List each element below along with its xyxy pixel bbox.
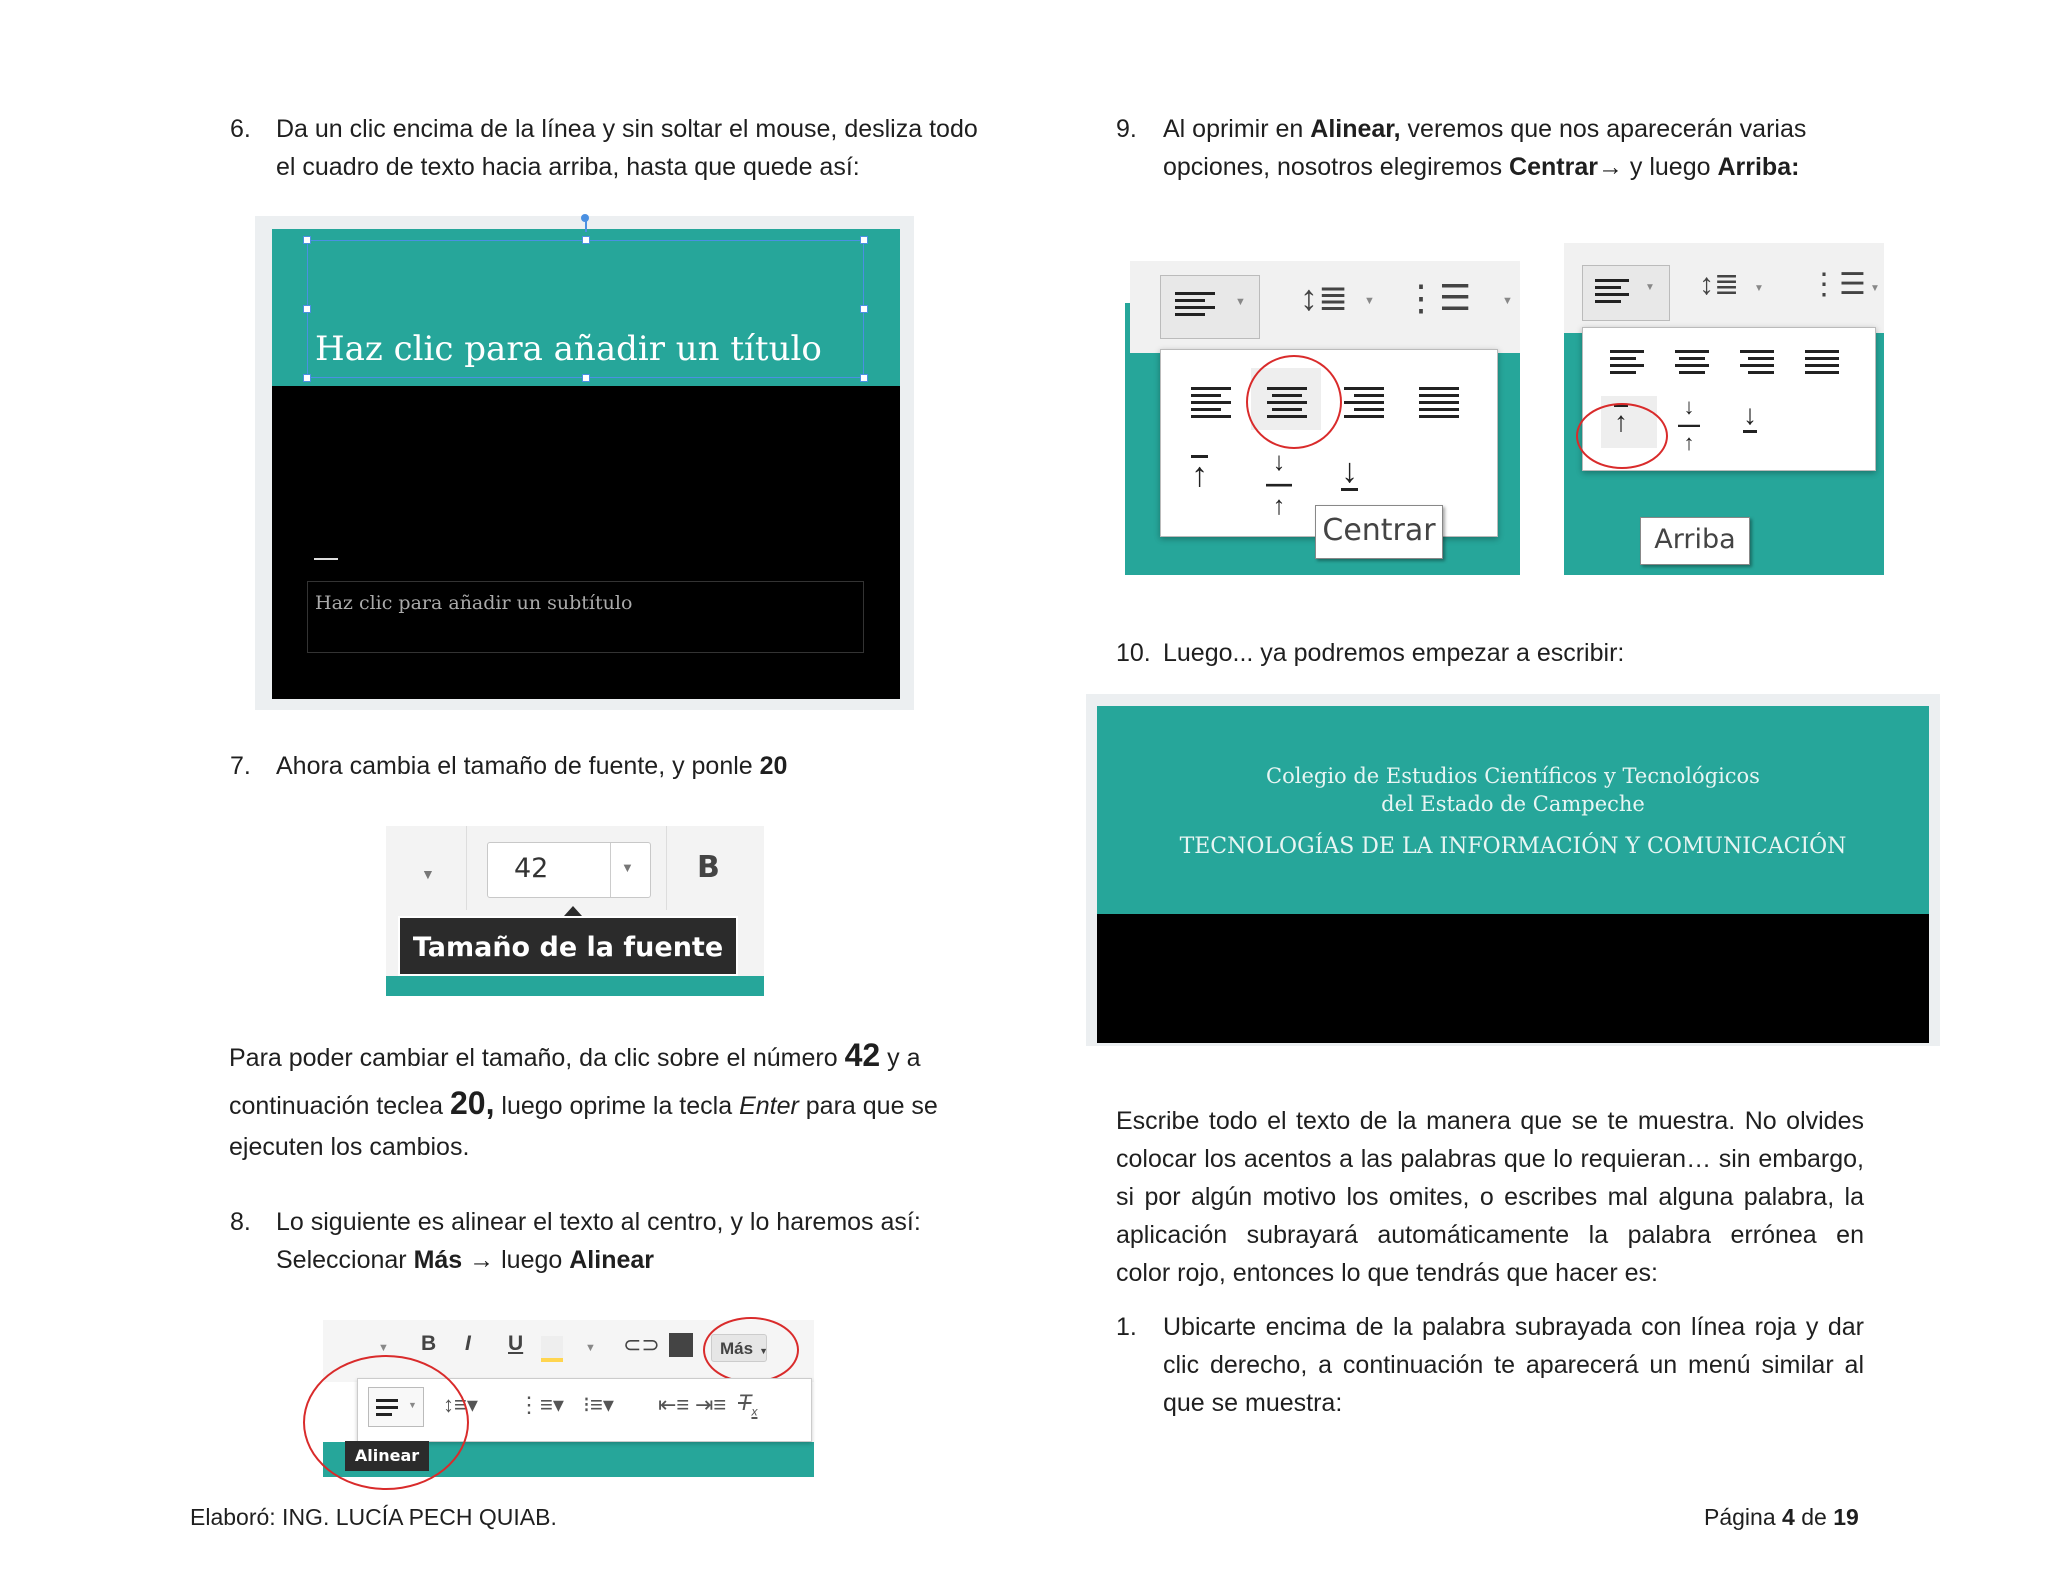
field-divider [610,843,611,897]
resize-handle[interactable] [582,236,590,244]
step-1-line: Ubicarte encima de la palabra subrayada con línea roja y dar [1163,1313,1864,1341]
total-pages: 19 [1833,1504,1859,1530]
step-8-text: Seleccionar [276,1246,414,1274]
align-button[interactable] [1582,265,1670,321]
resize-handle[interactable] [582,374,590,382]
step-8-mas: Más [413,1246,463,1274]
step-8-text: luego [501,1246,570,1274]
step-9-centrar: Centrar→ [1509,153,1623,181]
resize-handle[interactable] [860,236,868,244]
step-10-number: 10. [1116,639,1151,667]
step-8-line-1: Lo siguiente es alinear el texto al centro, y lo haremos así: [276,1208,921,1236]
tooltip-arrow [564,906,582,916]
slide-title: TECNOLOGÍAS DE LA INFORMACIÓN Y COMUNICACIÓN [1179,834,1847,859]
instruction-paragraph [1116,1102,1864,1292]
step-9-text-part: opciones, nosotros elegiremos [1163,153,1510,181]
font-size-screenshot [386,826,764,996]
align-middle-icon[interactable]: ↓ — ↑ [1678,394,1700,455]
slide-subtitle-placeholder: Haz clic para añadir un subtítulo [315,592,633,614]
para-line: Escribe todo el texto de la manera que se te muestra. No olvides [1116,1107,1864,1135]
slide-screenshot-1 [255,216,914,710]
step-9-number: 9. [1116,115,1137,143]
resize-handle[interactable] [303,236,311,244]
slide-line-1: Colegio de Estudios Científicos y Tecnológicos [1266,764,1760,788]
comment-icon[interactable] [669,1333,693,1357]
underline-button[interactable]: U [508,1332,524,1355]
decrease-indent-icon[interactable]: ⇤≡ [658,1392,690,1417]
step-1-number: 1. [1116,1313,1137,1341]
para-line: colocar los acentos a las palabras que lo requieran… sin embargo, [1116,1145,1864,1173]
align-left-icon[interactable] [1610,350,1644,378]
resize-handle[interactable] [303,305,311,313]
mas-label: Más [720,1339,754,1358]
highlight-circle [1576,403,1668,469]
step-1-text [1163,1308,1864,1422]
chevron-down-icon[interactable]: ▼ [378,1342,389,1354]
font-size-value[interactable]: 42 [514,853,549,884]
line-spacing-icon[interactable]: ↕≡▾ [443,1392,478,1417]
text-color-icon[interactable] [541,1336,563,1362]
step-7-number: 7. [230,752,251,780]
teal-strip [386,976,764,996]
footer-author: Elaboró: ING. LUCÍA PECH QUIAB. [190,1504,557,1530]
step-7-text [276,747,787,785]
align-left-icon[interactable] [1191,387,1231,422]
highlight-circle [1246,355,1342,449]
step-8-alinear: Alinear [569,1246,655,1274]
slide-subtitle-block [1097,762,1929,818]
toolbar-divider [466,826,467,910]
step-6-line-1: Da un clic encima de la línea y sin soltar el mouse, desliza todo [276,115,978,143]
align-left-icon [1175,292,1215,320]
page-label: Página [1704,1504,1783,1530]
resize-handle[interactable] [303,374,311,382]
step-7-label: Ahora cambia el tamaño de fuente, y ponle [276,752,760,780]
numbered-list-icon[interactable]: ⋮☰ [1809,268,1866,301]
step-9-arriba: Arriba: [1717,153,1800,181]
slide-canvas [1097,706,1929,1043]
font-size-field[interactable] [487,842,651,898]
para-text: Para poder cambiar el tamaño, da clic sobre el número [229,1044,845,1072]
chevron-down-icon[interactable]: ▼ [1870,283,1880,294]
highlight-circle [703,1317,799,1383]
subtitle-box[interactable] [307,581,864,653]
align-menu-screenshot-arriba [1564,243,1884,575]
para-text: para que se [798,1092,938,1120]
step-6-number: 6. [230,115,251,143]
line-spacing-icon[interactable]: ↕≣ [1699,268,1740,301]
slide-line-2: del Estado de Campeche [1381,792,1645,816]
centrar-tooltip: Centrar [1315,505,1443,559]
numbered-list-icon[interactable]: ⋮≡▾ [518,1392,564,1417]
resize-handle[interactable] [860,374,868,382]
increase-indent-icon[interactable]: ⇥≡ [695,1392,727,1417]
align-left-icon [1595,279,1629,307]
arrow-right-icon: → [462,1246,502,1274]
toolbar-divider [666,826,667,910]
step-8-number: 8. [230,1208,251,1236]
step-7-value: 20 [759,752,788,780]
chevron-down-icon: ▼ [1645,282,1655,293]
align-right-icon[interactable] [1344,387,1384,422]
italic-button[interactable]: I [465,1332,471,1355]
slide-canvas [272,229,900,699]
align-justify-icon[interactable] [1805,350,1839,378]
step-9-text-part: y luego [1622,153,1718,181]
align-middle-icon[interactable]: ↓ — ↑ [1266,446,1292,520]
para-text: y a [880,1044,921,1072]
chevron-down-icon: ▼ [1235,296,1246,308]
instruction-line-3: ejecuten los cambios. [229,1133,470,1161]
step-8-text [276,1203,921,1279]
para-line: si por algún motivo los omites, o escribes mal alguna palabra, la [1116,1183,1864,1211]
chevron-down-icon: ▼ [408,1400,417,1410]
alinear-tooltip: Alinear [345,1441,429,1471]
para-number-42: 42 [844,1037,881,1073]
chevron-down-icon[interactable]: ▼ [585,1342,596,1354]
step-6-line-2: el cuadro de texto hacia arriba, hasta que quede así: [276,153,860,181]
para-number-20: 20, [449,1085,495,1121]
align-center-icon[interactable] [1675,350,1709,378]
step-8-line-2 [276,1241,921,1279]
current-page: 4 [1782,1504,1795,1530]
step-9-text-part: veremos que nos aparecerán varias [1400,115,1807,143]
chevron-down-icon: ▼ [759,1346,768,1356]
step-9-line-2 [1163,148,1883,186]
bold-button[interactable]: B [421,1332,437,1355]
toolbar-screenshot [323,1320,814,1477]
align-bottom-icon[interactable]: ↓ [1341,452,1358,490]
divider-line[interactable] [314,558,338,560]
step-1-line: clic derecho, a continuación te aparecerá un menú similar al [1163,1351,1864,1379]
instruction-line-1 [229,1036,920,1077]
instruction-line-2 [229,1084,938,1125]
slide-screenshot-2 [1086,694,1940,1046]
para-text: luego oprime la tecla [494,1092,740,1120]
step-1-line: que se muestra: [1163,1389,1343,1417]
rotate-handle[interactable] [581,214,589,222]
numbered-list-icon[interactable]: ⋮☰ [1403,277,1472,318]
align-bottom-icon[interactable]: ↓ [1743,400,1757,433]
chevron-down-icon[interactable]: ▼ [421,866,435,882]
step-9-text-part: Al oprimir en [1163,115,1311,143]
highlight-circle [303,1355,469,1490]
align-button[interactable] [1160,275,1260,339]
align-top-icon[interactable]: ↑ [1614,406,1628,437]
para-enter-key: Enter [739,1092,799,1120]
step-10-text: Luego... ya podremos empezar a escribir: [1163,639,1625,667]
para-line: aplicación subrayará automáticamente la palabra errónea en [1116,1221,1864,1249]
page-of: de [1794,1504,1834,1530]
chevron-down-icon[interactable]: ▼ [621,860,634,875]
slide-title-placeholder[interactable]: Haz clic para añadir un título [315,329,822,369]
step-9-line-1 [1163,110,1883,148]
step-6-text [276,110,1016,186]
step-9-text [1163,110,1883,186]
chevron-down-icon[interactable]: ▼ [1754,283,1764,294]
bold-button[interactable]: B [697,850,720,885]
clear-formatting-icon[interactable]: $T_x$ [738,1390,758,1419]
para-text: continuación teclea [229,1092,450,1120]
chevron-down-icon[interactable]: ▼ [1364,295,1375,307]
step-9-alinear: Alinear, [1310,115,1401,143]
para-line: color rojo, entonces lo que tendrás que hacer es: [1116,1259,1659,1287]
bulleted-list-icon[interactable]: ⁝≡▾ [583,1392,614,1417]
chevron-down-icon[interactable]: ▼ [1502,295,1513,307]
resize-handle[interactable] [860,305,868,313]
font-size-tooltip: Tamaño de la fuente [398,916,738,976]
footer-page-number [1704,1504,1859,1531]
align-menu-screenshot-centrar [1125,243,1520,575]
align-top-icon[interactable]: ↑ [1191,456,1208,494]
arriba-tooltip: Arriba [1640,517,1750,565]
link-icon[interactable]: ⊂⊃ [623,1332,660,1357]
line-spacing-icon[interactable]: ↕≣ [1300,277,1349,318]
align-right-icon[interactable] [1740,350,1774,378]
align-justify-icon[interactable] [1419,387,1459,422]
